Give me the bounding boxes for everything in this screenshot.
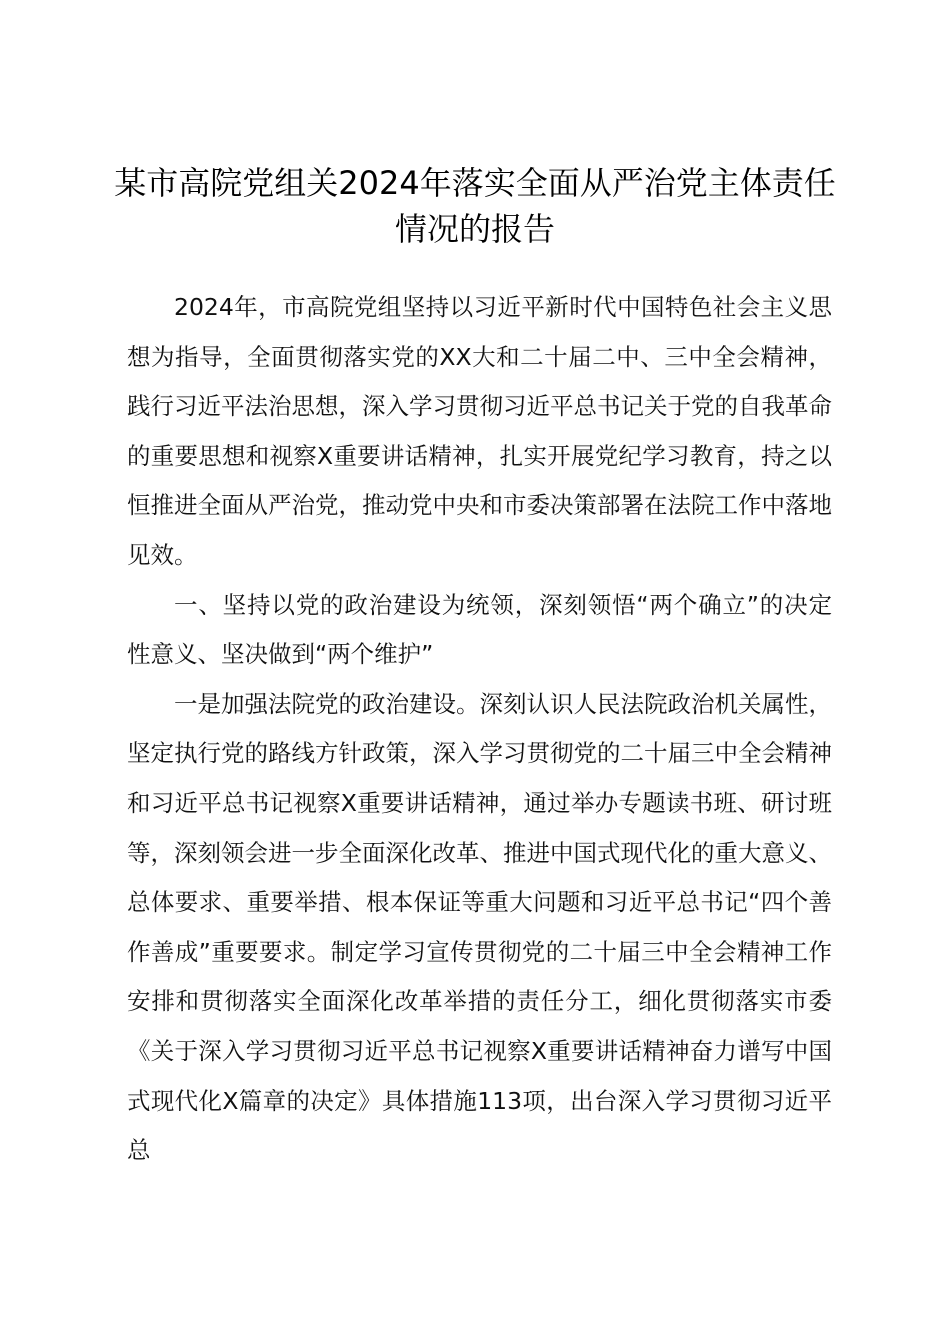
document-body	[127, 283, 832, 1176]
intro-paragraph: 2024年，市高院党组坚持以习近平新时代中国特色社会主义思想为指导，全面贯彻落实党的XX大和二十届二中、三中全会精神，践行习近平法治思想，深入学习贯彻习近平总书记关于党的自我革命的重要思想和视察X重要讲话精神，扎实开展党纪学习教育，持之以恒推进全面从严治党，推动党中央和市委决策部署在法院工作中落地见效。	[127, 293, 832, 569]
body-paragraph: 一是加强法院党的政治建设。深刻认识人民法院政治机关属性，坚定执行党的路线方针政策，深入学习贯彻党的二十届三中全会精神和习近平总书记视察X重要讲话精神，通过举办专题读书班、研讨班等，深刻领会进一步全面深化改革、推进中国式现代化的重大意义、总体要求、重要举措、根本保证等重大问题和习近平总书记“四个善作善成”重要要求。制定学习宣传贯彻党的二十届三中全会精神工作安排和贯彻落实全面深化改革举措的责任分工，细化贯彻落实市委《关于深入学习贯彻习近平总书记视察X重要讲话精神奋力谱写中国式现代化X篇章的决定》具体措施113项，出台深入学习贯彻习近平总	[127, 689, 832, 1165]
section-heading-1: 一、坚持以党的政治建设为统领，深刻领悟“两个确立”的决定性意义、坚决做到“两个维护”	[127, 590, 832, 669]
document-title: 某市高院党组关2024年落实全面从严治党主体责任情况的报告	[114, 164, 836, 248]
